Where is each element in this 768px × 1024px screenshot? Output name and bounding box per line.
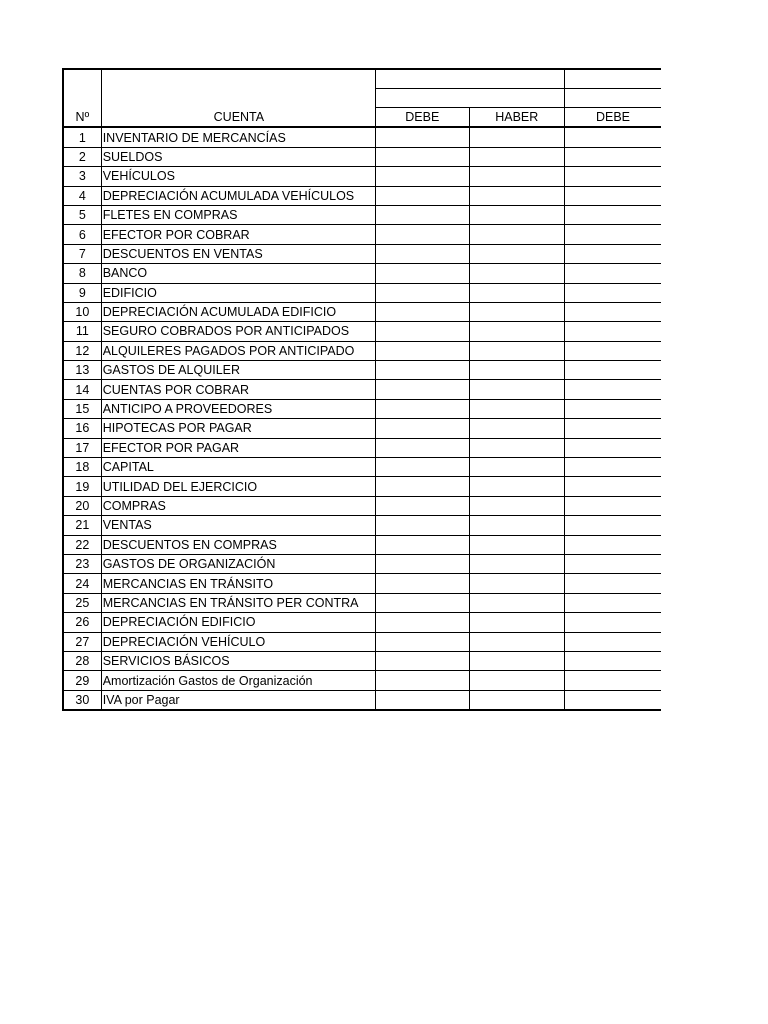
- haber-cell[interactable]: [469, 225, 564, 244]
- debe-header-2[interactable]: DEBE: [565, 108, 662, 128]
- debe-cell[interactable]: [376, 496, 469, 515]
- debe-cell[interactable]: [376, 458, 469, 477]
- table-row: [63, 651, 661, 670]
- haber-cell[interactable]: [469, 438, 564, 457]
- debe-cell[interactable]: [376, 302, 469, 321]
- header-cell[interactable]: [376, 69, 565, 89]
- debe-cell[interactable]: [376, 574, 469, 593]
- haber-cell[interactable]: [469, 516, 564, 535]
- table-row: [63, 516, 661, 535]
- debe-cell[interactable]: [376, 341, 469, 360]
- account-name-cell[interactable]: MERCANCIAS EN TRÁNSITO: [101, 574, 375, 593]
- table-row: [63, 419, 661, 438]
- table-row: [63, 167, 661, 186]
- debe-cell[interactable]: [376, 613, 469, 632]
- row-number-cell[interactable]: 7: [63, 244, 101, 263]
- debe-cell[interactable]: [376, 632, 469, 651]
- debe-cell-2[interactable]: [565, 302, 662, 321]
- account-name-cell[interactable]: ALQUILERES PAGADOS POR ANTICIPADO: [101, 341, 375, 360]
- header-row-1: [63, 69, 661, 89]
- account-name-cell[interactable]: EDIFICIO: [101, 283, 375, 302]
- table-header: [63, 69, 661, 127]
- debe-cell[interactable]: [376, 438, 469, 457]
- row-number-cell[interactable]: 27: [63, 632, 101, 651]
- table-row: [63, 554, 661, 573]
- table-row: [63, 302, 661, 321]
- account-name-cell[interactable]: DESCUENTOS EN COMPRAS: [101, 535, 375, 554]
- row-number-cell[interactable]: 2: [63, 147, 101, 166]
- table-row: [63, 147, 661, 166]
- account-name-cell[interactable]: GASTOS DE ALQUILER: [101, 361, 375, 380]
- debe-cell[interactable]: [376, 361, 469, 380]
- row-number-cell[interactable]: 16: [63, 419, 101, 438]
- header-cell[interactable]: [101, 69, 375, 89]
- debe-cell-2[interactable]: [565, 651, 662, 670]
- account-name-cell[interactable]: INVENTARIO DE MERCANCÍAS: [101, 127, 375, 147]
- row-number-cell[interactable]: 29: [63, 671, 101, 690]
- account-name-cell[interactable]: EFECTOR POR COBRAR: [101, 225, 375, 244]
- debe-cell-2[interactable]: [565, 516, 662, 535]
- debe-cell-2[interactable]: [565, 535, 662, 554]
- haber-cell[interactable]: [469, 632, 564, 651]
- row-number-cell[interactable]: 1: [63, 127, 101, 147]
- debe-cell[interactable]: [376, 651, 469, 670]
- account-name-cell[interactable]: BANCO: [101, 264, 375, 283]
- account-name-cell[interactable]: SEGURO COBRADOS POR ANTICIPADOS: [101, 322, 375, 341]
- haber-cell[interactable]: [469, 127, 564, 147]
- haber-cell[interactable]: [469, 341, 564, 360]
- debe-cell[interactable]: [376, 186, 469, 205]
- debe-cell[interactable]: [376, 322, 469, 341]
- debe-cell[interactable]: [376, 167, 469, 186]
- debe-cell-2[interactable]: [565, 380, 662, 399]
- table-row: [63, 244, 661, 263]
- table-row: [63, 458, 661, 477]
- account-name-cell[interactable]: ANTICIPO A PROVEEDORES: [101, 399, 375, 418]
- table-row: [63, 264, 661, 283]
- table-row: [63, 361, 661, 380]
- debe-cell-2[interactable]: [565, 690, 662, 710]
- haber-header[interactable]: HABER: [469, 108, 564, 128]
- header-row-2: [63, 89, 661, 108]
- row-number-cell[interactable]: 9: [63, 283, 101, 302]
- debe-cell-2[interactable]: [565, 613, 662, 632]
- debe-cell-2[interactable]: [565, 341, 662, 360]
- debe-cell-2[interactable]: [565, 419, 662, 438]
- account-name-cell[interactable]: DESCUENTOS EN VENTAS: [101, 244, 375, 263]
- table-row: [63, 186, 661, 205]
- row-number-cell[interactable]: 5: [63, 205, 101, 224]
- header-cell[interactable]: [376, 89, 565, 108]
- debe-cell[interactable]: [376, 283, 469, 302]
- row-number-cell[interactable]: 17: [63, 438, 101, 457]
- row-number-cell[interactable]: 28: [63, 651, 101, 670]
- header-cell[interactable]: [101, 89, 375, 108]
- account-name-cell[interactable]: DEPRECIACIÓN EDIFICIO: [101, 613, 375, 632]
- debe-cell-2[interactable]: [565, 283, 662, 302]
- row-number-cell[interactable]: 26: [63, 613, 101, 632]
- debe-cell[interactable]: [376, 593, 469, 612]
- haber-cell[interactable]: [469, 322, 564, 341]
- row-number-cell[interactable]: 12: [63, 341, 101, 360]
- account-name-cell[interactable]: EFECTOR POR PAGAR: [101, 438, 375, 457]
- debe-cell[interactable]: [376, 399, 469, 418]
- table-row: [63, 225, 661, 244]
- account-name-cell[interactable]: UTILIDAD DEL EJERCICIO: [101, 477, 375, 496]
- account-name-cell[interactable]: IVA por Pagar: [101, 690, 375, 710]
- header-cell[interactable]: [565, 69, 662, 89]
- account-name-cell[interactable]: SERVICIOS BÁSICOS: [101, 651, 375, 670]
- row-number-cell[interactable]: 20: [63, 496, 101, 515]
- account-name-cell[interactable]: DEPRECIACIÓN ACUMULADA EDIFICIO: [101, 302, 375, 321]
- header-cell[interactable]: [63, 69, 101, 89]
- haber-cell[interactable]: [469, 167, 564, 186]
- header-cell[interactable]: [63, 89, 101, 108]
- debe-cell[interactable]: [376, 244, 469, 263]
- debe-cell-2[interactable]: [565, 632, 662, 651]
- row-number-cell[interactable]: 4: [63, 186, 101, 205]
- row-number-cell[interactable]: 22: [63, 535, 101, 554]
- haber-cell[interactable]: [469, 244, 564, 263]
- haber-cell[interactable]: [469, 205, 564, 224]
- debe-cell-2[interactable]: [565, 147, 662, 166]
- haber-cell[interactable]: [469, 690, 564, 710]
- table-row: [63, 690, 661, 710]
- debe-cell[interactable]: [376, 671, 469, 690]
- debe-cell[interactable]: [376, 535, 469, 554]
- account-name-cell[interactable]: SUELDOS: [101, 147, 375, 166]
- debe-cell[interactable]: [376, 554, 469, 573]
- debe-cell-2[interactable]: [565, 322, 662, 341]
- header-row-3: [63, 108, 661, 128]
- row-number-cell[interactable]: 10: [63, 302, 101, 321]
- debe-cell-2[interactable]: [565, 205, 662, 224]
- debe-cell[interactable]: [376, 419, 469, 438]
- row-number-cell[interactable]: 23: [63, 554, 101, 573]
- debe-cell-2[interactable]: [565, 264, 662, 283]
- haber-cell[interactable]: [469, 651, 564, 670]
- row-number-cell[interactable]: 13: [63, 361, 101, 380]
- debe-cell-2[interactable]: [565, 225, 662, 244]
- header-cell[interactable]: [565, 89, 662, 108]
- account-name-cell[interactable]: MERCANCIAS EN TRÁNSITO PER CONTRA: [101, 593, 375, 612]
- table-row: [63, 341, 661, 360]
- row-number-cell[interactable]: 21: [63, 516, 101, 535]
- table-row: [63, 205, 661, 224]
- table-row: [63, 574, 661, 593]
- cuenta-header[interactable]: CUENTA: [101, 108, 375, 128]
- row-number-cell[interactable]: 3: [63, 167, 101, 186]
- debe-cell-2[interactable]: [565, 244, 662, 263]
- debe-cell-2[interactable]: [565, 127, 662, 147]
- debe-cell-2[interactable]: [565, 438, 662, 457]
- debe-cell-2[interactable]: [565, 399, 662, 418]
- debe-cell[interactable]: [376, 380, 469, 399]
- haber-cell[interactable]: [469, 496, 564, 515]
- numero-header[interactable]: Nº: [63, 108, 101, 128]
- row-number-cell[interactable]: 18: [63, 458, 101, 477]
- debe-cell-2[interactable]: [565, 186, 662, 205]
- debe-cell[interactable]: [376, 225, 469, 244]
- account-name-cell[interactable]: VEHÍCULOS: [101, 167, 375, 186]
- haber-cell[interactable]: [469, 399, 564, 418]
- account-name-cell[interactable]: VENTAS: [101, 516, 375, 535]
- haber-cell[interactable]: [469, 380, 564, 399]
- table-row: [63, 593, 661, 612]
- row-number-cell[interactable]: 15: [63, 399, 101, 418]
- haber-cell[interactable]: [469, 361, 564, 380]
- debe-cell[interactable]: [376, 690, 469, 710]
- debe-cell-2[interactable]: [565, 458, 662, 477]
- table-row: [63, 477, 661, 496]
- debe-cell-2[interactable]: [565, 593, 662, 612]
- account-name-cell[interactable]: CAPITAL: [101, 458, 375, 477]
- account-name-cell[interactable]: FLETES EN COMPRAS: [101, 205, 375, 224]
- account-name-cell[interactable]: COMPRAS: [101, 496, 375, 515]
- table-row: [63, 322, 661, 341]
- debe-cell[interactable]: [376, 477, 469, 496]
- table-body: [63, 127, 661, 710]
- account-name-cell[interactable]: Amortización Gastos de Organización: [101, 671, 375, 690]
- haber-cell[interactable]: [469, 593, 564, 612]
- haber-cell[interactable]: [469, 302, 564, 321]
- haber-cell[interactable]: [469, 477, 564, 496]
- haber-cell[interactable]: [469, 186, 564, 205]
- row-number-cell[interactable]: 14: [63, 380, 101, 399]
- haber-cell[interactable]: [469, 264, 564, 283]
- debe-cell[interactable]: [376, 127, 469, 147]
- accounts-table: [62, 68, 661, 711]
- table-row: [63, 671, 661, 690]
- debe-cell[interactable]: [376, 205, 469, 224]
- debe-cell-2[interactable]: [565, 496, 662, 515]
- debe-cell-2[interactable]: [565, 671, 662, 690]
- debe-cell-2[interactable]: [565, 554, 662, 573]
- row-number-cell[interactable]: 6: [63, 225, 101, 244]
- row-number-cell[interactable]: 25: [63, 593, 101, 612]
- haber-cell[interactable]: [469, 535, 564, 554]
- row-number-cell[interactable]: 11: [63, 322, 101, 341]
- table-row: [63, 613, 661, 632]
- table-row: [63, 535, 661, 554]
- debe-header[interactable]: DEBE: [376, 108, 469, 128]
- haber-cell[interactable]: [469, 458, 564, 477]
- debe-cell[interactable]: [376, 264, 469, 283]
- row-number-cell[interactable]: 8: [63, 264, 101, 283]
- row-number-cell[interactable]: 30: [63, 690, 101, 710]
- debe-cell-2[interactable]: [565, 361, 662, 380]
- row-number-cell[interactable]: 19: [63, 477, 101, 496]
- account-name-cell[interactable]: DEPRECIACIÓN ACUMULADA VEHÍCULOS: [101, 186, 375, 205]
- table-row: [63, 438, 661, 457]
- haber-cell[interactable]: [469, 613, 564, 632]
- debe-cell[interactable]: [376, 516, 469, 535]
- table-row: [63, 127, 661, 147]
- haber-cell[interactable]: [469, 671, 564, 690]
- haber-cell[interactable]: [469, 574, 564, 593]
- table-row: [63, 283, 661, 302]
- accounts-sheet: [62, 68, 661, 711]
- account-name-cell[interactable]: DEPRECIACIÓN VEHÍCULO: [101, 632, 375, 651]
- account-name-cell[interactable]: HIPOTECAS POR PAGAR: [101, 419, 375, 438]
- table-row: [63, 496, 661, 515]
- table-row: [63, 632, 661, 651]
- debe-cell-2[interactable]: [565, 477, 662, 496]
- debe-cell[interactable]: [376, 147, 469, 166]
- debe-cell-2[interactable]: [565, 167, 662, 186]
- table-row: [63, 380, 661, 399]
- haber-cell[interactable]: [469, 283, 564, 302]
- account-name-cell[interactable]: CUENTAS POR COBRAR: [101, 380, 375, 399]
- haber-cell[interactable]: [469, 147, 564, 166]
- haber-cell[interactable]: [469, 554, 564, 573]
- haber-cell[interactable]: [469, 419, 564, 438]
- account-name-cell[interactable]: GASTOS DE ORGANIZACIÓN: [101, 554, 375, 573]
- table-row: [63, 399, 661, 418]
- debe-cell-2[interactable]: [565, 574, 662, 593]
- row-number-cell[interactable]: 24: [63, 574, 101, 593]
